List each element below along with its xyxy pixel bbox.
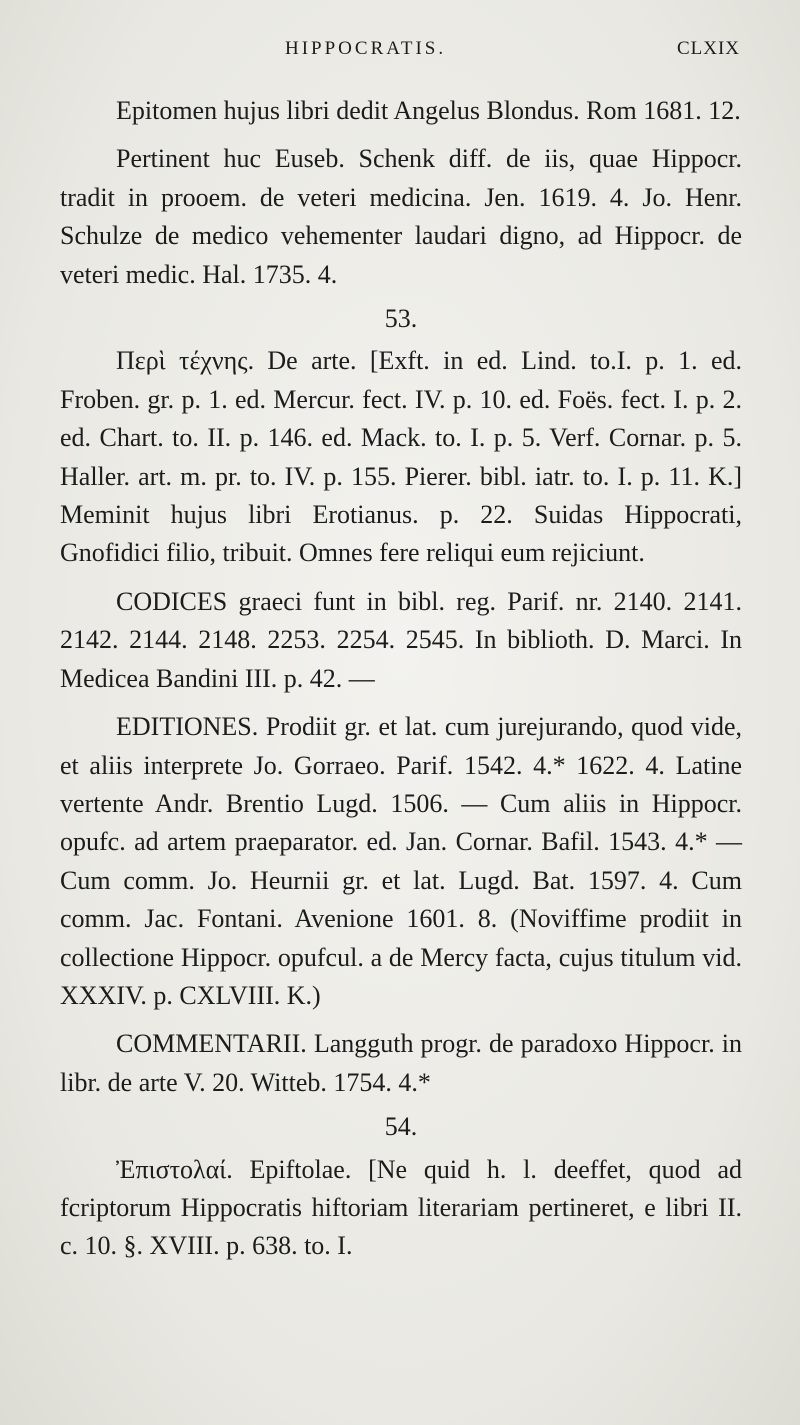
paragraph-epitome: Epitomen hujus libri dedit Angelus Blondus. Rom 1681. 12.: [116, 96, 741, 125]
paragraph-epistolae: Ἐπιστολαί. Epiftolae. [Ne quid h. l. deeffet, quod ad fcriptorum Hippocratis hiftoriam literariam pertineret, e libri II. c. 10. §. XVIII. p. 638. to. I.: [60, 1154, 742, 1261]
paragraph-codices: CODICES graeci funt in bibl. reg. Parif. nr. 2140. 2141. 2142. 2144. 2148. 2253. 2254. 2545. In biblioth. D. Marci. In Medicea Bandini III. p. 42. —: [60, 586, 742, 693]
folio-number: CLXIX: [676, 38, 740, 59]
paragraph-editiones: EDITIONES. Prodiit gr. et lat. cum jurejurando, quod vide, et aliis interprete Jo. Gorraeo. Parif. 1542. 4.* 1622. 4. Latine vertente Andr. Brentio Lugd. 1506. — Cum aliis in Hippocr. opufc. ad artem praeparator. ed. Jan. Cornar. Bafil. 1543. 4.* — Cum comm. Jo. Heurnii gr. et lat. Lugd. Bat. 1597. 4. Cum comm. Jac. Fontani. Avenione 1601. 8. (Noviffime prodiit in collectione Hippocr. opufcul. a de Mercy facta, cujus titulum vid. XXXIV. p. CXLVIII. K.): [60, 712, 742, 1010]
page-body: [60, 92, 742, 1266]
section-number-54: 54.: [384, 1112, 418, 1142]
section-number-53: 53.: [384, 304, 418, 334]
page-header: [60, 38, 740, 68]
paragraph-pertinent: Pertinent huc Euseb. Schenk diff. de iis, quae Hippocr. tradit in prooem. de veteri medicina. Jen. 1619. 4. Jo. Henr. Schulze de medico vehementer laudari digno, ad Hippocr. de veteri medic. Hal. 1735. 4.: [60, 144, 742, 289]
paragraph-de-arte: Περὶ τέχνης. De arte. [Exft. in ed. Lind. to.I. p. 1. ed. Froben. gr. p. 1. ed. Mercur. fect. IV. p. 10. ed. Foës. fect. I. p. 2. ed. Chart. to. II. p. 146. ed. Mack. to. I. p. 5. Verf. Cornar. p. 5. Haller. art. m. pr. to. IV. p. 155. Pierer. bibl. iatr. to. I. p. 11. K.] Meminit hujus libri Erotianus. p. 22. Suidas Hippocrati, Gnofidici filio, tribuit. Omnes fere reliqui eum rejiciunt.: [60, 346, 742, 568]
paragraph-commentarii: COMMENTARII. Langguth progr. de paradoxo Hippocr. in libr. de arte V. 20. Witteb. 1754. 4.*: [60, 1029, 742, 1097]
running-title: HIPPOCRATIS.: [285, 38, 447, 59]
